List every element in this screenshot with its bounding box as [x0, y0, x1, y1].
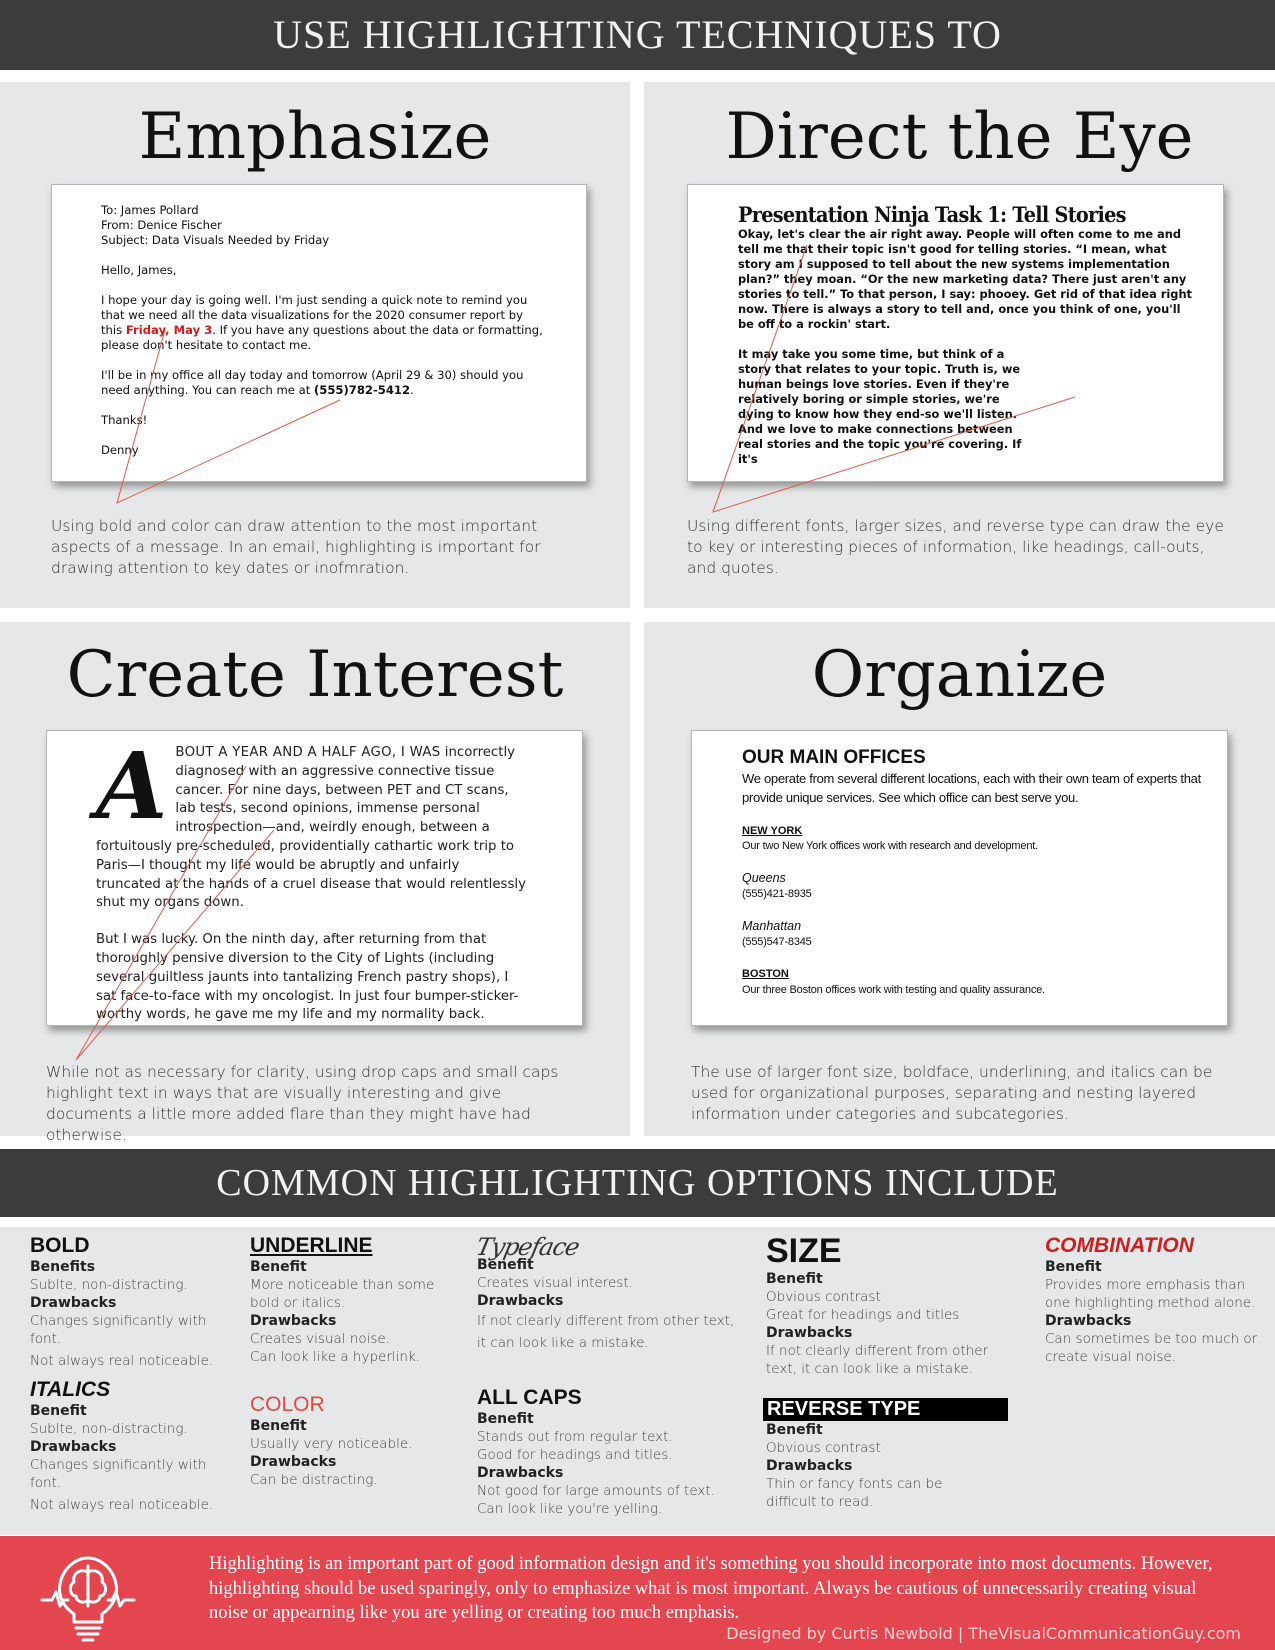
option-text: Usually very noticeable.: [250, 1436, 413, 1452]
option-text: Can look like a hyperlink.: [250, 1349, 421, 1365]
options-banner: [0, 1149, 1275, 1217]
office-text-new-york: Our two New York offices work with research and development.: [742, 840, 1038, 852]
office-phone-manhattan: (555)547-8345: [742, 936, 812, 948]
option-text: Great for headings and titles: [766, 1307, 960, 1323]
caption-create-interest: While not as necessary for clarity, using drop caps and small caps highlight text in ways that are visually interesting and give documents a little more added flare than they might have had otherwise.: [46, 1063, 559, 1144]
option-label: Drawbacks: [766, 1458, 853, 1474]
office-label-new-york: NEW YORK: [742, 825, 803, 837]
panel-title-organize: Organize: [811, 638, 1108, 712]
option-text: Sublte, non-distracting.: [30, 1277, 188, 1293]
ninja-paragraph-1: Okay, let's clear the air right away. People will often come to me and tell me that their topic isn't good for telling stories. “I mean, what story am I supposed to tell about the new systems implementation plan?” they moan. “Or the new marketing data? There just aren't any stories to tell.” To that person, I say: phooey. Get rid of that idea right now. There is always a story to tell and, once you think of one, you'll be off to a rockin' start.: [738, 227, 1193, 331]
option-text: Not always real noticeable.: [30, 1497, 214, 1513]
option-text: Provides more emphasis than one highlighting method alone.: [1045, 1277, 1256, 1311]
options-title: COMMON HIGHLIGHTING OPTIONS INCLUDE: [216, 1162, 1059, 1204]
option-label: Benefit: [477, 1411, 534, 1427]
option-title-size: SIZE: [766, 1232, 842, 1270]
option-title-color: COLOR: [250, 1393, 325, 1416]
option-typeface: [473, 1233, 742, 1354]
option-text: Good for headings and titles.: [477, 1447, 673, 1463]
option-text: Can sometimes be too much or create visual noise.: [1045, 1331, 1258, 1365]
email-from: From: Denice Fischer: [101, 218, 222, 232]
ninja-paragraph-2: It may take you some time, but think of a story that relates to your topic. Truth is, we human beings love stories. Even if they're relatively boring or simple stories, we're dying to know how they end-so we'll listen. And we love to make connections between real stories and the topic you're covering. If it's: [738, 347, 1022, 466]
panel-title-emphasize: Emphasize: [138, 100, 492, 174]
option-text: Can be distracting.: [250, 1472, 378, 1488]
office-phone-queens: (555)421-8935: [742, 888, 812, 900]
option-label: Benefit: [250, 1259, 307, 1275]
ninja-document: [687, 184, 1224, 482]
caption-direct-eye: Using different fonts, larger sizes, and reverse type can draw the eye to key or interesting pieces of information, like headings, call-outs, and quotes.: [687, 517, 1224, 577]
option-text: Creates visual interest.: [477, 1275, 633, 1291]
option-size: [766, 1232, 996, 1378]
footer: [0, 1536, 1275, 1650]
option-title-bold: BOLD: [30, 1234, 90, 1257]
option-title-underline: UNDERLINE: [250, 1234, 373, 1257]
footer-credit: Designed by Curtis Newbold | TheVisualCommunicationGuy.com: [726, 1624, 1241, 1643]
email-paragraph-1: I hope your day is going well. I'm just sending a quick note to remind you that we need all the data visualizations for the 2020 consumer report by this Friday, May 3. If you have any questions about the data or formatting, please don't hesitate to contact me.: [101, 293, 543, 352]
option-bold: [30, 1234, 240, 1370]
panel-title-direct-eye: Direct the Eye: [725, 100, 1194, 174]
email-document: [51, 184, 587, 482]
option-combination: [1045, 1234, 1260, 1366]
email-subject: Subject: Data Visuals Needed by Friday: [101, 233, 330, 247]
option-underline: [250, 1234, 450, 1366]
option-label: Benefit: [1045, 1259, 1102, 1275]
caption-organize: The use of larger font size, boldface, underlining, and italics can be used for organizational purposes, separating and nesting layered information under categories and subcategories.: [691, 1063, 1213, 1123]
option-label: Benefits: [30, 1259, 96, 1275]
option-title-all-caps: ALL CAPS: [477, 1386, 582, 1409]
option-text: Creates visual noise.: [250, 1331, 391, 1347]
option-label: Benefit: [30, 1403, 87, 1419]
office-label-boston: BOSTON: [742, 968, 789, 980]
email-closing: Thanks!: [101, 413, 148, 427]
panel-title-create-interest: Create Interest: [66, 638, 564, 712]
panel-create-interest: [0, 622, 630, 1144]
option-text: Changes significantly with font.: [30, 1457, 207, 1491]
option-label: Benefit: [766, 1271, 823, 1287]
option-text: If not clearly different from other text, it can look like a mistake.: [477, 1313, 735, 1351]
email-phone: (555)782-5412: [313, 383, 411, 397]
option-title-combination: COMBINATION: [1045, 1234, 1194, 1257]
panel-organize: [644, 622, 1275, 1136]
option-label: Drawbacks: [250, 1313, 337, 1329]
option-title-typeface: Typeface: [473, 1233, 582, 1261]
option-text: Thin or fancy fonts can be difficult to read.: [766, 1476, 943, 1510]
email-key-date: Friday, May 3: [125, 323, 213, 337]
option-label: Benefit: [250, 1418, 307, 1434]
caption-emphasize: Using bold and color can draw attention to the most important aspects of a message. In an email, highlighting is important for drawing attention to key dates or inofmration.: [51, 517, 541, 577]
option-text: Obvious contrast: [766, 1440, 881, 1456]
story-document: [46, 730, 583, 1026]
panel-direct-eye: [644, 82, 1275, 608]
option-text: Stands out from regular text.: [477, 1429, 673, 1445]
option-color: [250, 1393, 450, 1489]
story-paragraph-2: But I was lucky. On the ninth day, after returning from that thoroughly pensive diversion to the City of Lights (including several guiltless jaunts into tantalizing French pastry shops), I sat face-to-face with my oncologist. In just four bumper-sticker-worthy words, he gave me my life and my normality back.: [96, 932, 519, 1023]
ninja-doc-title: Presentation Ninja Task 1: Tell Stories: [738, 202, 1126, 227]
option-label: Benefit: [766, 1422, 823, 1438]
option-reverse-type: [763, 1398, 1008, 1511]
option-text: Can look like you're yelling.: [477, 1501, 663, 1517]
offices-document: [691, 730, 1228, 1026]
option-label: Drawbacks: [1045, 1313, 1132, 1329]
option-text: Sublte, non-distracting.: [30, 1421, 188, 1437]
lightbulb-brain-icon: [38, 1544, 138, 1644]
header-title: USE HIGHLIGHTING TECHNIQUES TO: [273, 12, 1002, 57]
email-signature: Denny: [101, 443, 139, 457]
option-text: Changes significantly with font.: [30, 1313, 207, 1347]
option-italics: [30, 1378, 240, 1514]
option-label: Drawbacks: [477, 1465, 564, 1481]
option-text: Not good for large amounts of text.: [477, 1483, 715, 1499]
option-title-italics: ITALICS: [30, 1378, 111, 1401]
option-text: If not clearly different from other text, it can look like a mistake.: [766, 1343, 989, 1377]
office-sub-manhattan: Manhattan: [742, 919, 802, 933]
office-sub-queens: Queens: [742, 871, 786, 885]
option-title-reverse-type: REVERSE TYPE: [763, 1398, 1008, 1421]
option-label: Drawbacks: [766, 1325, 853, 1341]
option-label: Drawbacks: [30, 1439, 117, 1455]
option-text: More noticeable than some bold or italics.: [250, 1277, 435, 1311]
email-paragraph-2: I'll be in my office all day today and tomorrow (April 29 & 30) should you need anything. You can reach me at (555)782-5412.: [101, 368, 524, 397]
option-label: Drawbacks: [250, 1454, 337, 1470]
office-text-boston: Our three Boston offices work with testing and quality assurance.: [742, 984, 1045, 996]
offices-heading: OUR MAIN OFFICES: [742, 747, 926, 768]
email-greeting: Hello, James,: [101, 263, 177, 277]
footer-message: Highlighting is an important part of good information design and it's something you should incorporate into most documents. However, highlighting should be used sparingly, only to emphasize what is most important. Always be cautious of unnecessarily creating visual noise or appearning like you are yelling or creating too much emphasis.: [209, 1554, 1213, 1623]
panel-emphasize: [0, 82, 630, 608]
drop-cap: A: [96, 732, 168, 840]
small-caps-lead: BOUT A YEAR AND A HALF AGO, I WAS: [175, 745, 441, 760]
option-text: Obvious contrast: [766, 1289, 881, 1305]
story-paragraph-1: ABOUT A YEAR AND A HALF AGO, I WAS incorrectly diagnosed with an aggressive connective tissue cancer. For nine days, between PET and CT scans, lab tests, second opinions, immense personal introspection—and, weirdly enough, between a fortuitously pre-scheduled, providentially cathartic work trip to Paris—I thought my life would be abruptly and unfairly truncated at the hands of a cruel disease that would relentlessly shut my organs down.: [96, 732, 526, 911]
option-label: Drawbacks: [477, 1293, 564, 1309]
option-label: Drawbacks: [30, 1295, 117, 1311]
header-banner: [0, 0, 1275, 70]
option-all-caps: [477, 1386, 742, 1518]
option-label: Benefit: [477, 1257, 534, 1273]
offices-intro: We operate from several different locations, each with their own team of experts that provide unique services. See which office can best serve you.: [742, 771, 1201, 805]
email-to: To: James Pollard: [101, 203, 199, 217]
option-text: Not always real noticeable.: [30, 1353, 214, 1369]
